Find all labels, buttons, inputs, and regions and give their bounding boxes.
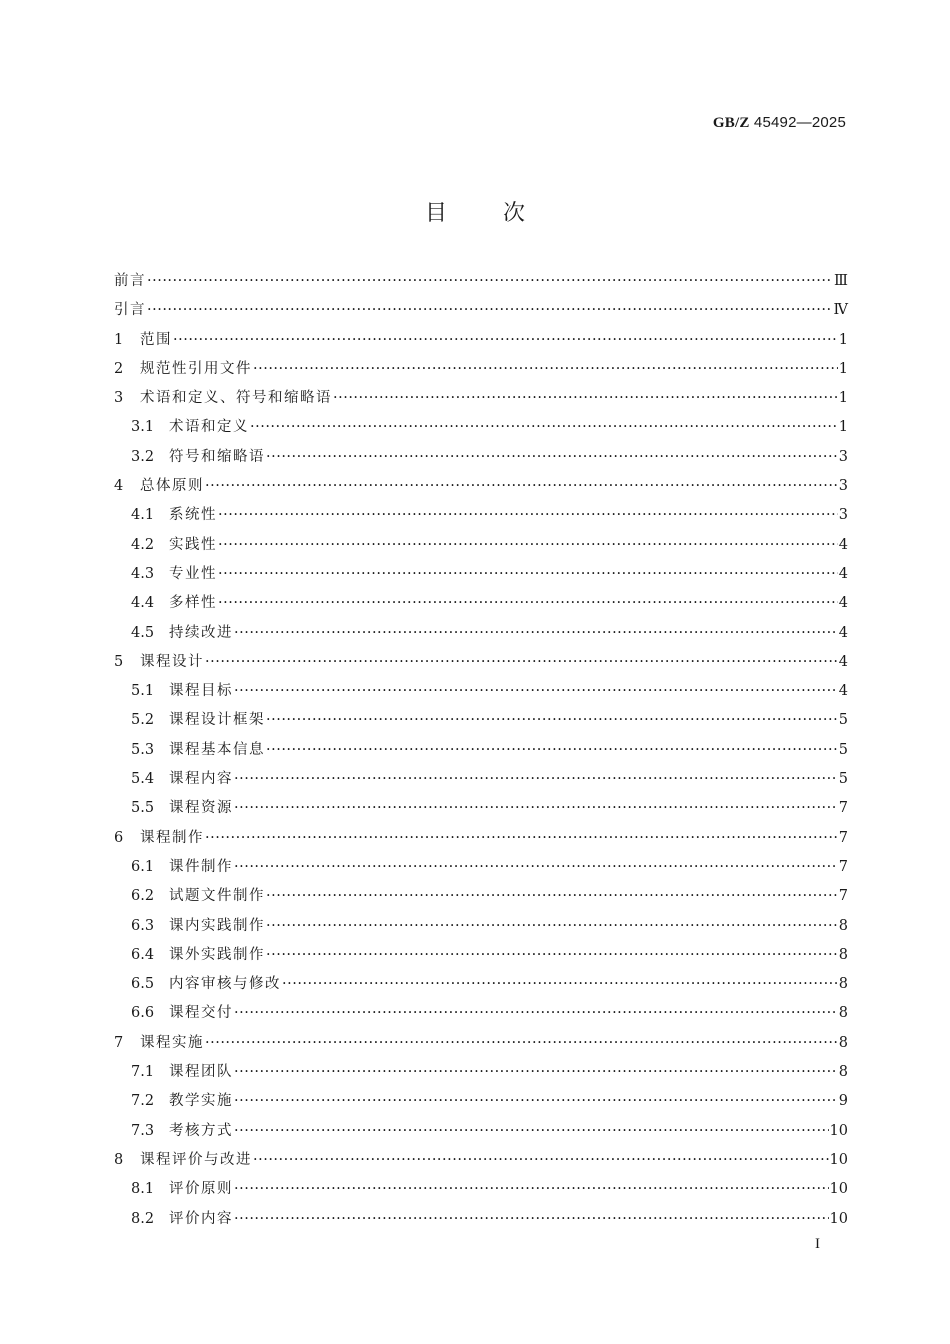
toc-entry-number: 7.1 (131, 1064, 155, 1081)
toc-entry-label[interactable]: 引言 (114, 302, 146, 319)
toc-entry-page: 8 (838, 976, 848, 993)
toc-entry[interactable] (114, 621, 848, 650)
toc-entry[interactable] (114, 357, 848, 386)
toc-entry-page: 3 (838, 478, 848, 495)
toc-entry-page: 4 (838, 624, 848, 641)
toc-entry-number: 8 (114, 1151, 124, 1168)
toc-entry[interactable] (114, 1060, 848, 1089)
toc-entry-number: 8.2 (131, 1210, 155, 1227)
toc-entry-number: 4.1 (131, 507, 155, 524)
toc-leader-dots (282, 976, 838, 992)
toc-entry-number: 5.3 (131, 741, 155, 758)
toc-leader-dots (173, 332, 838, 348)
toc-entry-label[interactable]: 课件制作 (169, 858, 233, 875)
toc-leader-dots (218, 537, 838, 553)
toc-entry[interactable] (114, 767, 848, 796)
toc-entry-page: 7 (838, 858, 848, 875)
toc-leader-dots (333, 390, 838, 406)
toc-entry-number: 2 (114, 360, 124, 377)
toc-entry-page: 3 (838, 448, 848, 465)
toc-leader-dots (234, 1211, 829, 1227)
toc-entry-number: 6.2 (131, 888, 155, 905)
toc-entry-label[interactable]: 试题文件制作 (169, 888, 265, 905)
toc-leader-dots (234, 1181, 829, 1197)
toc-leader-dots (147, 302, 833, 318)
toc-entry-label[interactable]: 范围 (140, 331, 172, 348)
toc-entry[interactable] (114, 1031, 848, 1060)
toc-leader-dots (218, 566, 838, 582)
toc-entry-page: 1 (838, 331, 848, 348)
toc-entry-label[interactable]: 评价内容 (169, 1210, 233, 1227)
toc-leader-dots (234, 1064, 838, 1080)
toc-entry-number: 6.4 (131, 946, 155, 963)
standard-number: 45492—2025 (749, 114, 846, 131)
toc-entry[interactable] (114, 1177, 848, 1206)
toc-entry-label[interactable]: 多样性 (169, 595, 217, 612)
toc-leader-dots (205, 478, 838, 494)
toc-entry-number: 6 (114, 829, 124, 846)
toc-entry[interactable] (114, 738, 848, 767)
page-title: 目次 (424, 201, 581, 226)
toc-leader-dots (205, 830, 838, 846)
toc-entry[interactable] (114, 826, 848, 855)
toc-entry-page: 3 (838, 507, 848, 524)
toc-entry-label[interactable]: 课内实践制作 (169, 917, 265, 934)
toc-entry-number: 4.3 (131, 565, 155, 582)
toc-leader-dots (253, 361, 838, 377)
toc-entry-number: 5.4 (131, 771, 155, 788)
toc-leader-dots (234, 683, 838, 699)
toc-entry-number: 5.1 (131, 683, 155, 700)
toc-entry-label[interactable]: 术语和定义 (169, 419, 249, 436)
toc-entry[interactable] (114, 972, 848, 1001)
toc-leader-dots (266, 449, 838, 465)
toc-entry-page: 7 (838, 829, 848, 846)
page-number: I (815, 1236, 820, 1252)
toc-entry-number: 1 (114, 331, 124, 348)
toc-leader-dots (147, 273, 833, 289)
toc-entry-label[interactable]: 符号和缩略语 (169, 448, 265, 465)
toc-entry-page: 4 (838, 683, 848, 700)
toc-leader-dots (234, 771, 838, 787)
toc-leader-dots (266, 888, 838, 904)
toc-leader-dots (250, 419, 838, 435)
toc-entry[interactable] (114, 884, 848, 913)
toc-entry[interactable] (114, 708, 848, 737)
toc-entry[interactable] (114, 562, 848, 591)
toc-entry-label[interactable]: 课程内容 (169, 771, 233, 788)
toc-entry-number: 6.6 (131, 1005, 155, 1022)
toc-entry-label[interactable]: 课程资源 (169, 800, 233, 817)
toc-leader-dots (218, 507, 838, 523)
toc-entry-number: 6.1 (131, 858, 155, 875)
toc-entry[interactable] (114, 591, 848, 620)
toc-entry-page: 9 (838, 1093, 848, 1110)
toc-entry[interactable] (114, 1001, 848, 1030)
toc-entry-page: 10 (829, 1181, 848, 1198)
toc-leader-dots (234, 625, 838, 641)
toc-entry-label[interactable]: 课程制作 (140, 829, 204, 846)
toc-entry-number: 3.2 (131, 448, 155, 465)
toc-leader-dots (234, 859, 838, 875)
toc-entry-number: 4.5 (131, 624, 155, 641)
toc-entry[interactable] (114, 1148, 848, 1177)
toc-entry[interactable] (114, 298, 848, 327)
toc-entry[interactable] (114, 445, 848, 474)
toc-entry[interactable] (114, 1089, 848, 1118)
toc-entry-number: 4 (114, 478, 124, 495)
toc-entry-number: 5.5 (131, 800, 155, 817)
toc-leader-dots (205, 1035, 838, 1051)
toc-entry-page: 10 (829, 1210, 848, 1227)
toc-entry[interactable] (114, 269, 848, 298)
toc-entry[interactable] (114, 533, 848, 562)
toc-entry[interactable] (114, 328, 848, 357)
toc-entry-page: 4 (838, 536, 848, 553)
toc-entry-number: 4.4 (131, 595, 155, 612)
toc-entry-label[interactable]: 实践性 (169, 536, 217, 553)
toc-leader-dots (266, 918, 838, 934)
toc-entry-label[interactable]: 课程团队 (169, 1064, 233, 1081)
toc-leader-dots (205, 654, 838, 670)
toc-entry-page: 5 (838, 712, 848, 729)
toc-entry-label[interactable]: 考核方式 (169, 1122, 233, 1139)
toc-entry-page: 4 (838, 565, 848, 582)
toc-entry-label[interactable]: 课程评价与改进 (140, 1151, 252, 1168)
toc-entry[interactable] (114, 796, 848, 825)
toc-entry-number: 5.2 (131, 712, 155, 729)
toc-entry-label[interactable]: 课程目标 (169, 683, 233, 700)
toc-entry-number: 7.2 (131, 1093, 155, 1110)
toc-entry-label[interactable]: 课程设计 (140, 653, 204, 670)
toc-entry[interactable] (114, 914, 848, 943)
toc-entry-label[interactable]: 课程交付 (169, 1005, 233, 1022)
toc-leader-dots (253, 1152, 829, 1168)
toc-entry-page: 8 (838, 946, 848, 963)
toc-entry-number: 3.1 (131, 419, 155, 436)
toc-entry-page: 7 (838, 888, 848, 905)
standard-prefix: GB/Z (712, 115, 750, 131)
toc-entry-page: 10 (829, 1151, 848, 1168)
toc-entry-label[interactable]: 教学实施 (169, 1093, 233, 1110)
toc-entry-page: 5 (838, 771, 848, 788)
toc-entry-page: 1 (838, 419, 848, 436)
toc-entry-number: 6.5 (131, 976, 155, 993)
toc-leader-dots (266, 947, 838, 963)
toc-entry-number: 6.3 (131, 917, 155, 934)
toc-entry-page: 4 (838, 653, 848, 670)
toc-entry-label[interactable]: 专业性 (169, 565, 217, 582)
toc-entry-page: Ⅳ (833, 302, 848, 319)
toc-entry-page: 8 (838, 1034, 848, 1051)
table-of-contents (114, 269, 848, 1236)
toc-entry-number: 7 (114, 1034, 124, 1051)
toc-entry-page: 7 (838, 800, 848, 817)
toc-entry-label[interactable]: 课程基本信息 (169, 741, 265, 758)
toc-entry-label[interactable]: 系统性 (169, 507, 217, 524)
toc-entry[interactable] (114, 1119, 848, 1148)
toc-leader-dots (234, 1005, 838, 1021)
toc-entry-label[interactable]: 课外实践制作 (169, 946, 265, 963)
toc-entry-label[interactable]: 评价原则 (169, 1181, 233, 1198)
toc-entry-label[interactable]: 课程实施 (140, 1034, 204, 1051)
toc-entry[interactable] (114, 1207, 848, 1236)
toc-entry[interactable] (114, 415, 848, 444)
toc-entry-number: 3 (114, 390, 124, 407)
toc-entry-page: 1 (838, 390, 848, 407)
toc-entry-number: 8.1 (131, 1181, 155, 1198)
toc-entry[interactable] (114, 474, 848, 503)
toc-entry-number: 7.3 (131, 1122, 155, 1139)
toc-entry-label[interactable]: 持续改进 (169, 624, 233, 641)
toc-entry[interactable] (114, 386, 848, 415)
toc-entry-label[interactable]: 内容审核与修改 (169, 976, 281, 993)
toc-entry[interactable] (114, 855, 848, 884)
toc-entry-page: 10 (829, 1122, 848, 1139)
toc-leader-dots (266, 742, 838, 758)
toc-entry[interactable] (114, 503, 848, 532)
toc-entry-page: 1 (838, 360, 848, 377)
toc-leader-dots (218, 595, 838, 611)
standard-code (713, 114, 846, 132)
toc-entry-label[interactable]: 课程设计框架 (169, 712, 265, 729)
toc-entry-page: 8 (838, 1064, 848, 1081)
toc-entry-page: 4 (838, 595, 848, 612)
toc-leader-dots (234, 1123, 829, 1139)
toc-entry-label[interactable]: 前言 (114, 273, 146, 289)
toc-leader-dots (234, 800, 838, 816)
toc-entry-label[interactable]: 规范性引用文件 (140, 360, 252, 377)
toc-entry-label[interactable]: 总体原则 (140, 478, 204, 495)
toc-entry-page: Ⅲ (834, 273, 848, 289)
toc-leader-dots (266, 712, 838, 728)
toc-entry[interactable] (114, 943, 848, 972)
toc-entry-page: 5 (838, 741, 848, 758)
toc-leader-dots (234, 1093, 838, 1109)
toc-entry-number: 5 (114, 653, 124, 670)
toc-entry[interactable] (114, 679, 848, 708)
toc-entry[interactable] (114, 650, 848, 679)
toc-entry-label[interactable]: 术语和定义、符号和缩略语 (140, 390, 332, 407)
toc-entry-page: 8 (838, 1005, 848, 1022)
toc-entry-page: 8 (838, 917, 848, 934)
toc-entry-number: 4.2 (131, 536, 155, 553)
